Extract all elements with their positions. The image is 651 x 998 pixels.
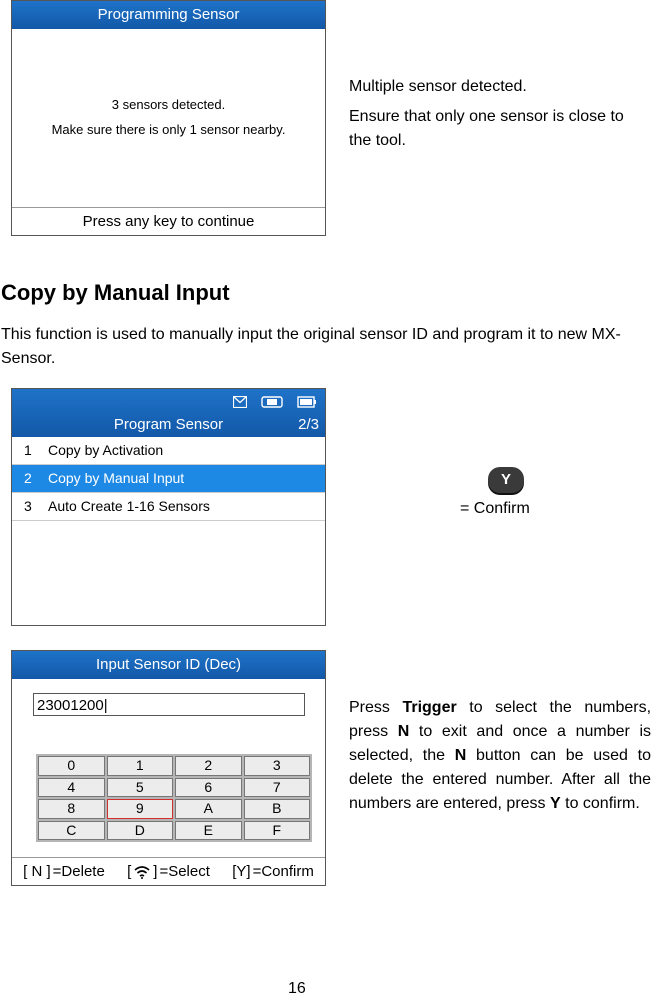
instructions-paragraph <box>349 696 651 816</box>
programming-sensor-screen <box>11 0 326 236</box>
delete-hint[interactable] <box>23 858 105 885</box>
keypad-key[interactable]: E <box>175 821 242 841</box>
instruction-text: to exit and once a number is selected, the <box>349 723 651 764</box>
page-number: 16 <box>288 980 306 997</box>
instruction-key: N <box>397 723 410 740</box>
menu-item-number: 1 <box>24 442 32 458</box>
keypad-key[interactable]: F <box>244 821 311 841</box>
instruction-text: Press <box>349 699 403 716</box>
keypad-key[interactable]: A <box>175 799 242 819</box>
instruction-key: N <box>454 747 467 764</box>
input-sensor-id-screen <box>11 650 326 886</box>
keypad-key[interactable]: 3 <box>244 756 311 776</box>
sensor-count-message: 3 sensors detected. <box>111 97 226 112</box>
y-button-icon: Y <box>488 467 524 493</box>
menu-item-label: Copy by Manual Input <box>48 470 185 486</box>
select-hint[interactable] <box>127 858 210 885</box>
screen-title: Programming Sensor <box>12 1 325 29</box>
confirm-hint[interactable] <box>232 858 314 885</box>
mail-icon <box>233 396 247 408</box>
sensor-id-input[interactable]: 23001200| <box>33 693 305 716</box>
keypad-key[interactable]: C <box>38 821 105 841</box>
confirm-label: = Confirm <box>460 500 530 517</box>
side-note-line: Ensure that only one sensor is close to the tool. <box>349 108 624 149</box>
n-key-label: [ N ] <box>23 863 51 880</box>
instruction-key: Trigger <box>402 699 457 716</box>
keypad-key[interactable]: 7 <box>244 778 311 798</box>
menu-item-auto-create[interactable] <box>12 493 325 521</box>
page-indicator: 2/3 <box>298 416 319 433</box>
confirm-label: =Confirm <box>252 863 314 880</box>
menu-item-number: 2 <box>24 470 32 486</box>
key-hints-footer <box>12 857 325 885</box>
bracket-open: [ <box>127 863 132 880</box>
keypad-key[interactable]: 2 <box>175 756 242 776</box>
screen-title: Program Sensor <box>113 416 224 433</box>
keypad-key[interactable]: 8 <box>38 799 105 819</box>
hex-keypad <box>36 754 312 842</box>
status-icons <box>233 395 317 409</box>
menu-item-label: Copy by Activation <box>48 442 164 458</box>
keypad-key[interactable]: 1 <box>107 756 174 776</box>
continue-prompt[interactable]: Press any key to continue <box>12 207 325 235</box>
menu-item-copy-by-manual-input[interactable] <box>12 465 325 493</box>
menu-item-label: Auto Create 1-16 Sensors <box>48 498 210 514</box>
delete-label: =Delete <box>52 863 105 880</box>
section-heading: Copy by Manual Input <box>1 280 230 305</box>
select-label: =Select <box>159 863 210 880</box>
program-sensor-screen <box>11 388 326 626</box>
keypad-key[interactable]: B <box>244 799 311 819</box>
instruction-text: to confirm. <box>560 795 640 812</box>
keypad-key[interactable]: 5 <box>107 778 174 798</box>
sensor-warning-message: Make sure there is only 1 sensor nearby. <box>51 122 286 137</box>
battery-icon <box>297 396 317 408</box>
side-note-1 <box>349 75 629 153</box>
keypad-key[interactable]: 4 <box>38 778 105 798</box>
wireless-trigger-icon <box>133 865 151 879</box>
keypad-key[interactable]: 0 <box>38 756 105 776</box>
side-note-line: Multiple sensor detected. <box>349 78 527 95</box>
section-intro: This function is used to manually input the original sensor ID and program it to new MX-Sensor. <box>1 326 621 367</box>
instruction-key: Y <box>550 795 561 812</box>
keypad-key[interactable]: 6 <box>175 778 242 798</box>
keypad-key[interactable]: D <box>107 821 174 841</box>
bracket-close: ] <box>153 863 158 880</box>
instruction-text: button can be used to delete the entered number. After all the numbers are entered, press <box>349 747 651 812</box>
menu-item-copy-by-activation[interactable] <box>12 437 325 465</box>
y-key-label: [Y] <box>232 863 251 880</box>
vci-connection-icon <box>261 396 283 408</box>
instruction-text: to select the numbers, press <box>349 699 651 740</box>
menu-item-number: 3 <box>24 498 32 514</box>
screen-title: Input Sensor ID (Dec) <box>12 651 325 679</box>
screen-title-bar <box>12 389 325 437</box>
keypad-key-selected[interactable]: 9 <box>107 799 174 819</box>
